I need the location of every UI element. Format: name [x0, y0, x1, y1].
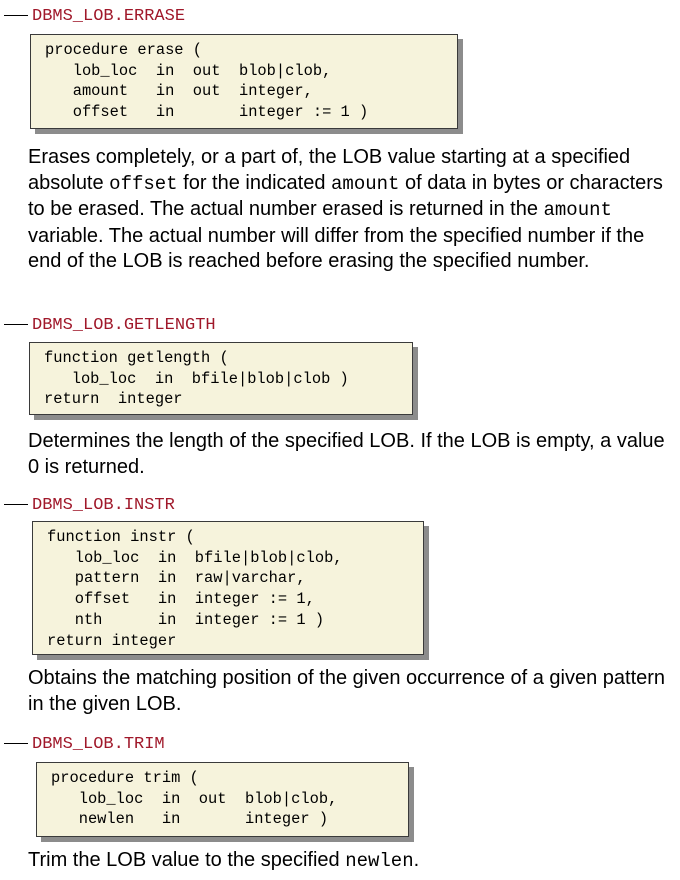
- code-signature: procedure erase ( lob_loc in out blob|clob, amount in out integer, offset in integer := 1 ): [45, 41, 369, 122]
- section-heading-getlength: [4, 316, 216, 336]
- code-box-trim: [36, 762, 409, 837]
- section-title: DBMS_LOB.INSTR: [32, 496, 175, 515]
- description-getlength: [28, 429, 678, 480]
- code-signature: procedure trim ( lob_loc in out blob|clob, newlen in integer ): [51, 769, 338, 829]
- section-title: DBMS_LOB.ERRASE: [32, 7, 186, 26]
- code-signature: function getlength ( lob_loc in bfile|blob|clob ) return integer: [44, 349, 349, 409]
- description-text: of data in bytes or characters to be erased. The actual number erased is returned in the: [28, 171, 663, 221]
- description-trim: [28, 848, 678, 875]
- inline-code-newlen: newlen: [345, 850, 414, 872]
- section-title: DBMS_LOB.TRIM: [32, 735, 165, 754]
- heading-rule: [4, 743, 28, 744]
- code-box-getlength: [29, 342, 413, 415]
- description-erase: [28, 145, 678, 275]
- heading-rule: [4, 324, 28, 325]
- code-box-erase: [30, 34, 458, 129]
- section-heading-trim: [4, 735, 165, 755]
- description-text: .: [413, 849, 420, 871]
- section-heading-erase: [4, 7, 185, 27]
- section-heading-instr: [4, 496, 175, 516]
- description-text: for the indicated: [177, 171, 332, 194]
- description-text: Erases completely, or a part of, the LOB value starting at a specified absolute: [28, 146, 631, 194]
- description-text: Determines the length of the specified LOB. If the LOB is empty, a value 0 is returned.: [28, 430, 665, 478]
- inline-code-amount: amount: [331, 172, 400, 195]
- section-title: DBMS_LOB.GETLENGTH: [32, 316, 216, 335]
- code-box-instr: [32, 521, 424, 655]
- heading-rule: [4, 15, 28, 16]
- description-text: Trim the LOB value to the specified: [28, 849, 346, 871]
- description-text: variable. The actual number will differ from the specified number if the end of the LOB is reached before erasing the specified number.: [28, 224, 645, 273]
- description-instr: [28, 666, 678, 717]
- inline-code-offset: offset: [109, 172, 178, 195]
- code-signature: function instr ( lob_loc in bfile|blob|clob, pattern in raw|varchar, offset in integer := 1, nth in integer := 1 ) return integer: [47, 528, 343, 650]
- inline-code-amount: amount: [543, 199, 612, 222]
- heading-rule: [4, 504, 28, 505]
- description-text: Obtains the matching position of the given occurrence of a given pattern in the given LOB.: [28, 667, 666, 715]
